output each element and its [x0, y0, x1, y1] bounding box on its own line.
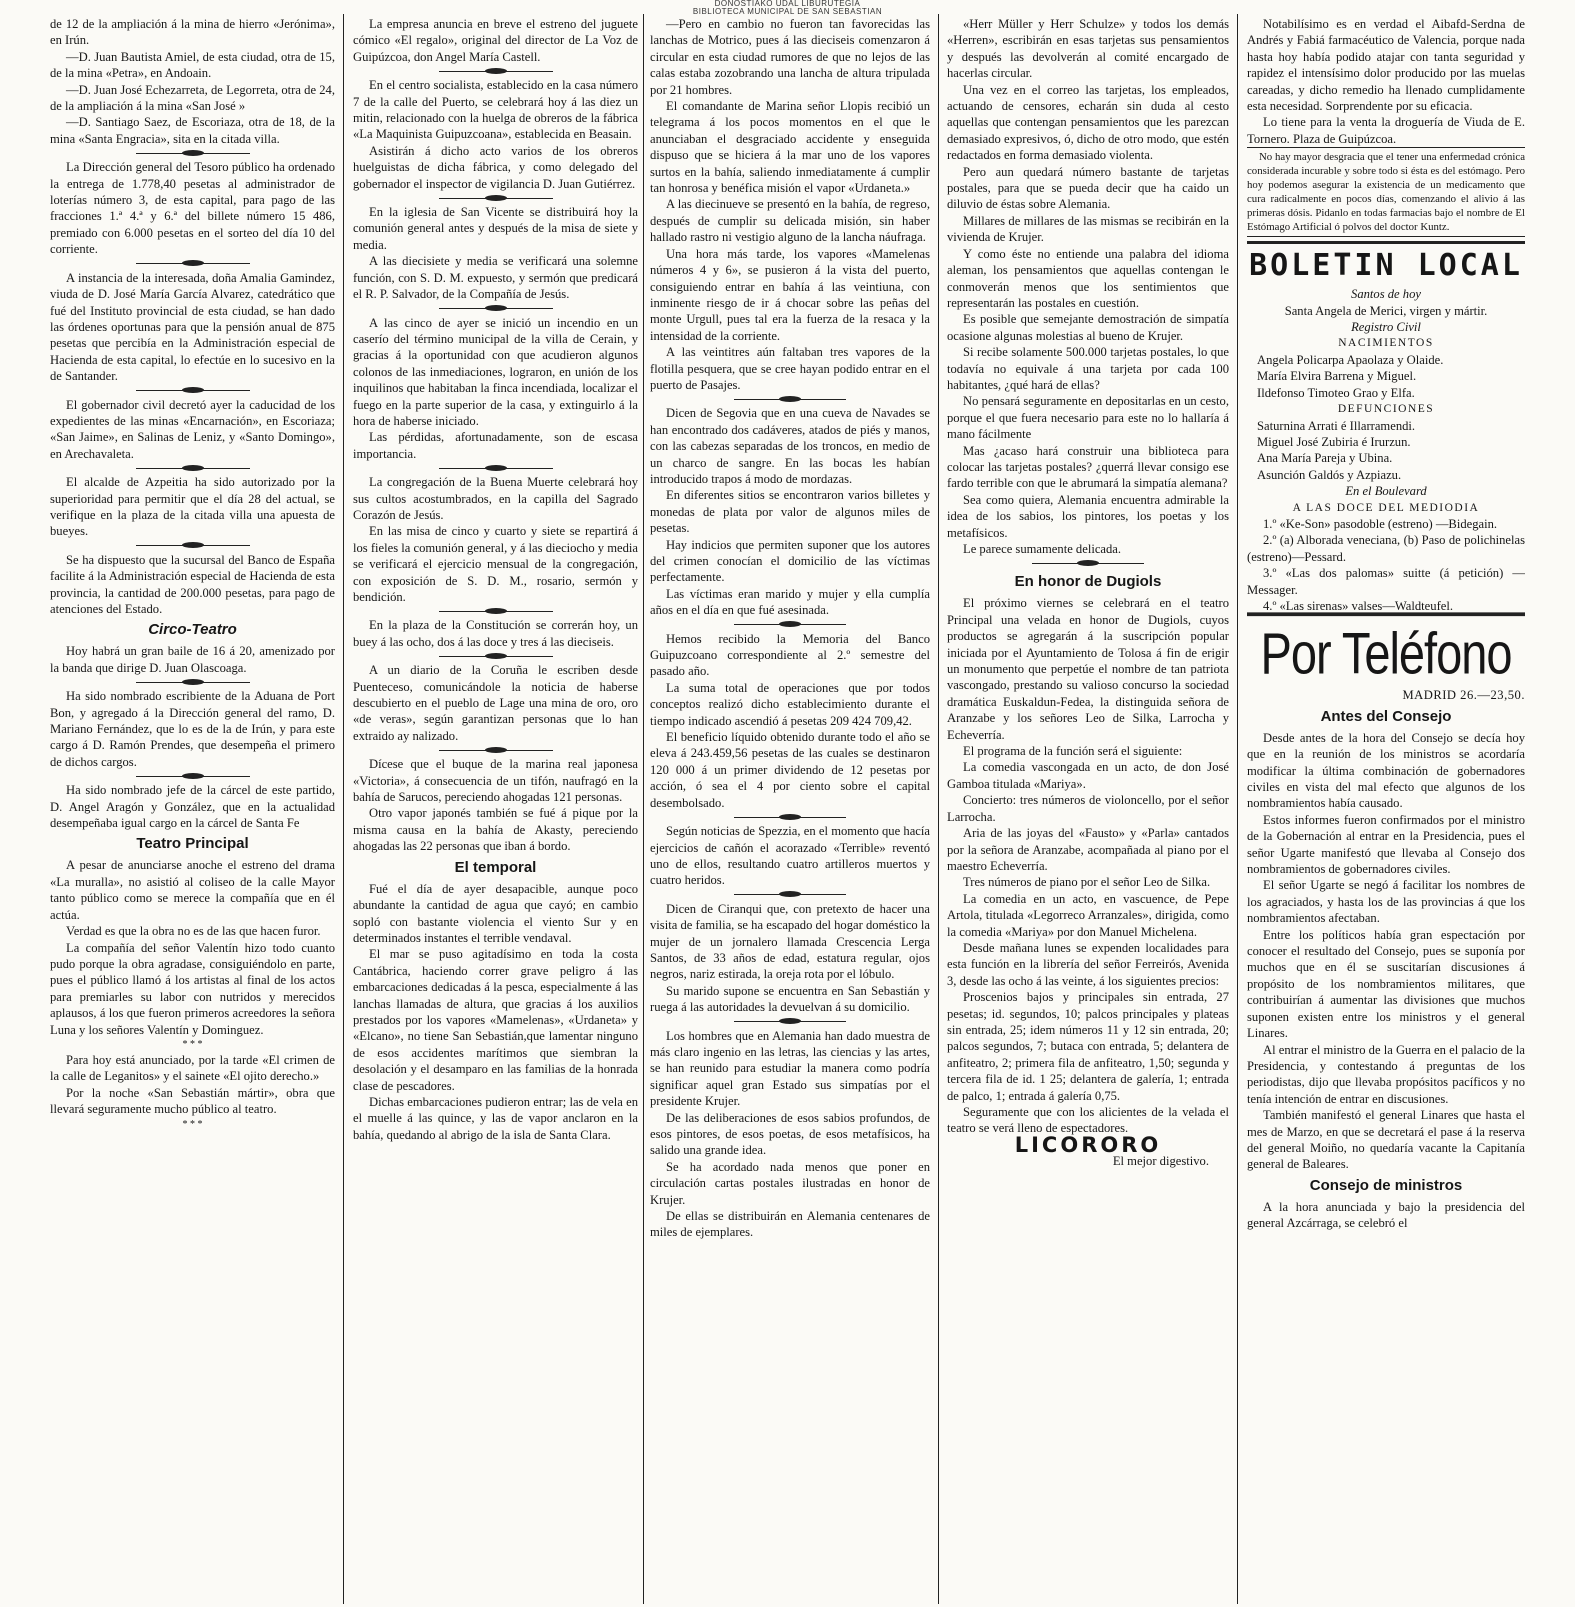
- paragraph: A las diecinueve se presentó en la bahía, de regreso, después de cumplir su delicada misión, sin haber hallado rastro ni vestigio alguno de la lancha náufraga.: [650, 197, 930, 245]
- paragraph: El gobernador civil decretó ayer la caducidad de los expedientes de las minas «Encarnación», en Escoriaza; «San Jaime», en Salinas de Leniz, y «Santo Domingo», en Arechavaleta.: [50, 397, 335, 461]
- paragraph: Pero aun quedará número bastante de tarjetas postales, para que se pueda decir que ha caido un diluvio de éstas sobre Alemania.: [947, 164, 1229, 212]
- separator-ornament: [650, 393, 930, 405]
- separator-ornament: [353, 650, 638, 662]
- paragraph: Una hora más tarde, los vapores «Mamelenas números 4 y 6», se pusieron á la vista del puerto, consiguiendo entrar en bahía á las veintiuna, con inminente riesgo de ir á chocar sobre las peñas del monte Urgull, pues tal era la fuerza de la resaca y la intensidad de la corriente.: [650, 246, 930, 343]
- paragraph: A las diecisiete y media se verificará una solemne función, con S. D. M. expuesto, y sermón que predicará el R. P. Salvador, de la Compañía de Jesús.: [353, 254, 638, 302]
- section-banner: BOLETIN LOCAL: [1247, 241, 1525, 286]
- paragraph: Hemos recibido la Memoria del Banco Guipuzcoano correspondiente al 2.º semestre del pasado año.: [650, 631, 930, 679]
- paragraph: A las cinco de ayer se inició un incendio en un caserío del término municipal de la villa de Cerain, y gracias á la oportunidad con que acudieron algunos colonos de las inmediaciones, lograron, en unión de los inquilinos que habitaban la finca incendiada, localizar el fuego en la parte superior de la casa, y extinguirlo á la hora de haberse iniciado.: [353, 315, 638, 428]
- list-item: Angela Policarpa Apaolaza y Olaide.: [1257, 352, 1444, 367]
- paragraph: Mas ¿acaso hará construir una biblioteca para colocar las tarjetas postales? ¿querrá llevar consigo ese fardo terrible con que le abrumará la simpatía alemana?: [947, 443, 1229, 491]
- section-banner: Por Teléfono: [1247, 613, 1525, 689]
- list-item: Ildefonso Timoteo Grao y Elfa.: [1257, 385, 1415, 400]
- medicine-advertisement: [1247, 147, 1525, 237]
- paragraph: Se ha dispuesto que la sucursal del Banco de España facilite á la Administración especial de Hacienda de esta provincia, la cantidad de 200.000 pesetas, para pago de atenciones del Estado.: [50, 552, 335, 616]
- separator-ornament: [650, 811, 930, 823]
- column-2: [353, 16, 638, 1601]
- paragraph: Le parece sumamente delicada.: [963, 542, 1122, 556]
- separator-ornament: [353, 65, 638, 77]
- section-heading: Antes del Consejo: [1320, 707, 1452, 725]
- paragraph: —D. Juan Bautista Amiel, de esta ciudad, otra de 15, de la mina «Petra», en Andoain.: [50, 49, 335, 81]
- paragraph: La comedia vascongada en un acto, de don José Gamboa titulada «Mariya».: [947, 760, 1229, 791]
- column-rule: [343, 14, 344, 1604]
- archive-header: [0, 0, 1575, 16]
- paragraph: En diferentes sitios se encontraron varios billetes y monedas de plata por valor de algunos miles de pesetas.: [650, 488, 930, 536]
- paragraph: Sea como quiera, Alemania encuentra admirable la idea de los sabios, los pintores, los poetas y los metafísicos.: [947, 492, 1229, 540]
- separator-ornament: [353, 462, 638, 474]
- section-heading: Teatro Principal: [136, 835, 249, 853]
- paragraph: Las pérdidas, afortunadamente, son de escasa importancia.: [353, 430, 638, 461]
- paragraph: Estos informes fueron confirmados por el ministro de la Gobernación al entrar en la Presidencia, pues el señor Ugarte manifestó que llevaba al Consejo dos nombramientos de gobernadores civiles.: [1247, 812, 1525, 877]
- column-1: [50, 16, 335, 1601]
- list-item: 1.º «Ke-Son» pasodoble (estreno) —Bidegain.: [1263, 516, 1498, 531]
- separator-ornament: [50, 258, 335, 270]
- separator-ornament: [50, 676, 335, 688]
- paragraph: Verdad es que la obra no es de las que hacen furor.: [66, 924, 321, 939]
- paragraph: Ha sido nombrado jefe de la cárcel de este partido, D. Angel Aragón y González, que en la actualidad desempeñaba igual cargo en la cárcel de Santa Fe: [50, 783, 335, 831]
- section-heading: El temporal: [454, 858, 537, 876]
- paragraph: Si recibe solamente 500.000 tarjetas postales, lo que todavía no equivale á una tarjeta por cada 100 habitantes, ¿qué hará de ellas?: [947, 345, 1229, 392]
- subheading: DEFUNCIONES: [1337, 403, 1435, 416]
- paragraph: «Herr Müller y Herr Schulze» y todos los demás «Herren», escribirán en esas tarjetas sus pensamientos y después las devolverán al comité encargado de hacerlas circular.: [947, 17, 1229, 81]
- archive-header-line-1: DONOSTIAKO UDAL LIBURUTEGIA: [714, 0, 861, 8]
- subheading: En el Boulevard: [1345, 484, 1427, 499]
- separator-ornament: [353, 744, 638, 756]
- list-item: Saturnina Arrati é Illarramendi.: [1257, 418, 1416, 433]
- paragraph: En las misa de cinco y cuarto y siete se repartirá á los fieles la comunión general, y á las dieciocho y media se verificará el ejercicio mensual de la congregación, con exposición de S. D. M., rosario, sermón y bendición.: [353, 524, 638, 604]
- music-program: [1247, 516, 1525, 614]
- separator-ornament: [947, 557, 1229, 569]
- separator-ornament: [650, 889, 930, 901]
- paragraph: Dícese que el buque de la marina real japonesa «Victoria», á consecuencia de un tifón, naufragó en la bahía de Sarucos, pereciendo ahogadas 121 personas.: [353, 757, 638, 805]
- paragraph: A un diario de la Coruña le escriben desde Puenteceso, comunicándole la noticia de haberse descubierto en el pueblo de Lage una mina de oro, oro «de veras», según garantizan personas que lo han extraido ay nalizado.: [353, 663, 638, 743]
- asterism: * * *: [182, 1118, 203, 1130]
- subheading: A LAS DOCE DEL MEDIODIA: [1292, 501, 1480, 514]
- paragraph: Tres números de piano por el señor Leo de Silka.: [963, 875, 1211, 890]
- paragraph: —D. Santiago Saez, de Escoriaza, otra de 18, de la mina «Santa Engracia», sita en la citada villa.: [50, 115, 335, 146]
- paragraph: Hay indicios que permiten suponer que los autores del crimen conocían el domicilio de las víctimas perfectamente.: [650, 537, 930, 585]
- paragraph: La empresa anuncia en breve el estreno del juguete cómico «El regalo», original del director de La Voz de Guipúzcoa, don Angel María Castell.: [353, 17, 638, 64]
- paragraph: Proscenios bajos y principales sin entrada, 27 pesetas; id. segundos, 10; palcos principales y plateas sin entrada, 25; idem números 11 y 12 sin entrada, 20; palcos segundos, 7; butaca con entrada, 5; delantera de anfiteatro, 2; primera fila de anfiteatro, 1,50; segunda y tercera fila de id. 1 25; delantera de galería, 1; entrada de palco, 1; entrada á galería 0,75.: [947, 990, 1229, 1103]
- paragraph: A instancia de la interesada, doña Amalia Gamindez, viuda de D. José María García Alvarez, catedrático que fué del Instituto provincial de esta ciudad, se han dado las órdenes oportunas para que la pensión anual de 875 pesetas que percibía en la Administración especial de Hacienda de esta capital, lo efectúe en lo sucesivo en la de Santander.: [50, 270, 335, 384]
- paragraph: Fué el día de ayer desapacible, aunque poco abundante la cantidad de agua que cayó; en cambio sopló con bastante violencia el viento Sur y en determinados instantes el terrible vendaval.: [353, 881, 638, 945]
- paragraph: Al entrar el ministro de la Guerra en el palacio de la Presidencia, y contestando á preguntas de los periodistas, dijo que llevaba propósitos pacíficos y no tenía intención de entrar en discusiones.: [1247, 1042, 1525, 1106]
- column-rule: [938, 14, 939, 1604]
- paragraph: También manifestó el general Linares que hasta el mes de Marzo, en que se decretará el pase á la reserva del general Moiño, no quedaría vacante la Capitanía general de Baleares.: [1247, 1108, 1525, 1172]
- paragraph: La compañía del señor Valentín hizo todo cuanto pudo porque la obra agradase, consiguiéndolo en parte, pues el público llamó á los artistas al final de los actos para premiarles su labor con nutridos y merecidos aplausos, á los que fueron primeros acreedores la señora Luna y los señores Valentín y Dominguez.: [50, 940, 335, 1037]
- paragraph: El comandante de Marina señor Llopis recibió un telegrama á los pocos momentos en el que le anunciaban el desgraciado accidente y enseguida dispuso que se hiciera á la mar uno de los vapores surtos en la bahía, saliendo inmediatamente á cumplir tan honrosa y benéfica misión el vapor «Urdaneta.»: [650, 99, 930, 196]
- paragraph: De las deliberaciones de esos sabios profundos, de esos pintores, de esos poetas, de esos metafísicos, ha salido una grande idea.: [650, 1110, 930, 1158]
- paragraph: La Dirección general del Tesoro público ha ordenado la entrega de 1.778,40 pesetas al administrador de loterías número 3, de esta capital, para pago de las fracciones 1.ª 4.ª y 6.ª del billete número 15 486, premiado con 6.000 pesetas en el sorteo del día 10 del corriente.: [50, 160, 335, 257]
- paragraph: A pesar de anunciarse anoche el estreno del drama «La muralla», no asistió al coliseo de la calle Mayor tanto público como se merece la compañía que en él actúa.: [50, 858, 335, 922]
- death-list: [1247, 418, 1525, 484]
- paragraph: En la iglesia de San Vicente se distribuirá hoy la comunión general antes y después de la misa de siete y media.: [353, 205, 638, 252]
- separator-ornament: [50, 147, 335, 159]
- paragraph: Seguramente que con los alicientes de la velada el teatro se verá lleno de espectadores.: [947, 1105, 1229, 1136]
- column-rule: [643, 14, 644, 1604]
- list-item: María Elvira Barrena y Miguel.: [1257, 369, 1417, 384]
- paragraph: La comedia en un acto, en vascuence, de Pepe Artola, titulada «Legorreco Arranzales», dirigida, como la comedia «Mariya» por don Manuel Michelena.: [947, 891, 1229, 939]
- paragraph: El beneficio líquido obtenido durante todo el año se eleva á 243.459,56 pesetas de las cuales se destinaron 120 000 á un primer dividendo de 12 pesetas por acción, ó sea el 4 por ciento sobre el capital desembolsado.: [650, 730, 930, 810]
- section-heading: En honor de Dugiols: [1014, 573, 1162, 591]
- column-4: [947, 16, 1229, 1601]
- paragraph: Se ha acordado nada menos que poner en circulación cartas postales ilustradas en honor de Krujer.: [650, 1159, 930, 1207]
- ad-brand-name: LICORORO: [1014, 1132, 1162, 1157]
- list-item: Asunción Galdós y Azpiazu.: [1257, 467, 1402, 482]
- paragraph: En el centro socialista, establecido en la casa número 7 de la calle del Puerto, se celebrará hoy á las diez un mitin, relacionado con la huelga de obreros de la fábrica «La Maquinista Guipuzcoana», establecida en Beasain.: [353, 78, 638, 142]
- paragraph: Lo tiene para la venta la droguería de Viuda de E. Tornero. Plaza de Guipúzcoa.: [1247, 115, 1525, 146]
- liqueur-advertisement: [947, 1132, 1229, 1170]
- paragraph: Concierto: tres números de violoncello, por el señor Larrocha.: [947, 793, 1229, 824]
- paragraph: En la plaza de la Constitución se correrán hoy, un buey á las ocho, dos á las doce y tres á las dieciseis.: [353, 618, 638, 649]
- separator-ornament: [50, 770, 335, 782]
- separator-ornament: [650, 1016, 930, 1028]
- paragraph: La congregación de la Buena Muerte celebrará hoy sus cultos acostumbrados, en la capilla del Sagrado Corazón de Jesús.: [353, 475, 638, 522]
- separator-ornament: [650, 619, 930, 631]
- paragraph: Dicen de Ciranqui que, con pretexto de hacer una visita de familia, se ha escapado del hogar doméstico la mujer de un jornalero llamada Crescencia Lerga Santos, de 33 años de edad, estatura regular, ojos negros, nariz estirada, la oreja rota por el lóbulo.: [650, 901, 930, 982]
- subheading: NACIMIENTOS: [1338, 337, 1434, 350]
- paragraph: El programa de la función será el siguiente:: [963, 744, 1183, 759]
- paragraph: Hoy habrá un gran baile de 16 á 20, amenizado por la banda que dirige D. Juan Olascoaga.: [50, 644, 335, 675]
- list-item: 4.º «Las sirenas» valses—Waldteufel.: [1263, 598, 1453, 613]
- paragraph: El señor Ugarte se negó á facilitar los nombres de los agraciados, y hasta los de las provincias á que los nombramientos afectaban.: [1247, 878, 1525, 926]
- paragraph: Ha sido nombrado escribiente de la Aduana de Port Bon, y agregado á la Dirección general del ramo, D. Mariano Fernández, que lo es de la de Irún, y para este cargo á D. Ramón Prendes, que desempeña el primero de dichos cargos.: [50, 689, 335, 769]
- list-item: Ana María Pareja y Ubina.: [1257, 451, 1393, 466]
- paragraph: Notabilísimo es en verdad el Aibafd-Serdna de Andrés y Fabiá farmacéutico de Valencia, porque nada hasta hoy había podido atajar con tanta seguridad y rapidez el intensísimo dolor producido por las muelas careadas, y dicho remedio ha llenado cumplidamente esta necesidad. Sorprendente por su eficacia.: [1247, 17, 1525, 114]
- paragraph: De ellas se distribuirán en Alemania centenares de miles de ejemplares.: [650, 1209, 930, 1240]
- paragraph: Las víctimas eran marido y mujer y ella cumplía años en el día en que fué asesinada.: [650, 586, 930, 618]
- section-heading: Circo-Teatro: [148, 621, 237, 639]
- paragraph: —Pero en cambio no fueron tan favorecidas las lanchas de Motrico, pues á las dieciseis comenzaron á circular en esta ciudad rumores de que no lejos de las calas estaba zozobrando una lancha de altura tripulada por 21 hombres.: [650, 17, 930, 97]
- separator-ornament: [353, 605, 638, 617]
- dateline: MADRID 26.—23,50.: [1402, 688, 1525, 703]
- subheading: Santos de hoy: [1351, 287, 1421, 302]
- birth-list: [1247, 352, 1525, 401]
- paragraph: La suma total de operaciones que por todos conceptos realizó dicho establecimiento durante el tiempo indicado ascendió á pesetas 209 424 709,42.: [650, 680, 930, 728]
- paragraph: No pensará seguramente en depositarlas en un cesto, porque el que fuera necesario para este no lo hallaría á mano fácilmente: [947, 394, 1229, 442]
- separator-ornament: [50, 540, 335, 552]
- paragraph: Según noticias de Spezzia, en el momento que hacía ejercicios de cañón el acorazado «Terrible» reventó uno de ellos, resultando cuatro artilleros muertos y cuatro heridos.: [650, 824, 930, 888]
- paragraph: Por la noche «San Sebastián mártir», obra que llevará seguramente mucho público al teatro.: [50, 1085, 335, 1117]
- paragraph: Aria de las joyas del «Fausto» y «Parla» cantados por la señora de Aranzabe, acompañada al piano por el maestro Echeverría.: [947, 826, 1229, 873]
- paragraph: Para hoy está anunciado, por la tarde «El crimen de la calle de Leganitos» y el sainete «El ojito derecho.»: [50, 1052, 335, 1084]
- paragraph: Los hombres que en Alemania han dado muestra de más claro ingenio en las letras, las ciencias y las artes, se han reunido para estudiar la manera como podría significar aquel gran Estado sus simpatías por el presidente Krujer.: [650, 1028, 930, 1109]
- column-5: [1247, 16, 1525, 1601]
- paragraph: Una vez en el correo las tarjetas, los empleados, actuando de censores, echarán sin duda al cesto aquellas que contengan pensamientos que les parezcan demasiado expresivos, ó, dicho de otro modo, que estén redactados en forma demasiado violenta.: [947, 82, 1229, 163]
- paragraph: Y como éste no entiende una palabra del idioma aleman, los pensamientos que aquellas contengan le conmoverán menos que los sentimientos que representarán las postales en cuestión.: [947, 246, 1229, 310]
- paragraph: de 12 de la ampliación á la mina de hierro «Jerónima», en Irún.: [50, 17, 335, 48]
- paragraph: —D. Juan José Echezarreta, de Legorreta, otra de 24, de la ampliación á la mina «San José »: [50, 82, 335, 114]
- list-item: Miguel José Zubiria é Irurzun.: [1257, 434, 1411, 449]
- asterism: * * *: [182, 1038, 203, 1050]
- paragraph: Dichas embarcaciones pudieron entrar; las de vela en el muelle á las quince, y las de vapor anclaron en la bahía, quedando al abrigo de la isla de Santa Clara.: [353, 1094, 638, 1142]
- paragraph: Desde mañana lunes se expenden localidades para esta función en la librería del señor Ferreirós, Avenida 3, desde las ocho á las veinte, á los siguientes precios:: [947, 940, 1229, 988]
- paragraph: Otro vapor japonés también se fué á pique por la misma causa en la bahía de Akasty, pereciendo ahogadas las 22 personas que iban á bordo.: [353, 806, 638, 854]
- paragraph: Santa Angela de Merici, virgen y mártir.: [1284, 303, 1488, 318]
- paragraph: Millares de millares de las mismas se recibirán en la vivienda de Krujer.: [947, 213, 1229, 245]
- paragraph: Es posible que semejante demostración de simpatía ocasione algunas molestias al bueno de Krujer.: [947, 312, 1229, 343]
- section-heading: Consejo de ministros: [1309, 1176, 1463, 1194]
- ad-tagline: El mejor digestivo.: [1112, 1154, 1209, 1169]
- subheading: Registro Civil: [1351, 320, 1421, 335]
- separator-ornament: [50, 462, 335, 474]
- column-rule: [1237, 14, 1238, 1604]
- separator-ornament: [50, 385, 335, 397]
- paragraph: El alcalde de Azpeitia ha sido autorizado por la superioridad para permitir que el día 28 del actual, se verifique en la plaza de la citada villa una apuesta de bueyes.: [50, 475, 335, 539]
- paragraph: Dicen de Segovia que en una cueva de Navades se han encontrado dos cadáveres, atados de piés y manos, con las cabezas separadas de los troncos, en medio de un charco de sangre. En las bocas les habían introducido trapos á modo de mordazas.: [650, 406, 930, 486]
- column-3: [650, 16, 930, 1601]
- paragraph: A las veintitres aún faltaban tres vapores de la flotilla pesquera, que se cree hayan podido entrar en el puerto de Pasajes.: [650, 345, 930, 392]
- paragraph: El mar se puso agitadísimo en toda la costa Cantábrica, haciendo correr grave peligro á las embarcaciones dedicadas á la pesca, especialmente á las lanchas llamadas de altura, que gracias á los auxilios prestados por los vapores «Mamelenas», «Urdaneta» y «Elcano», no tiene San Sebastián,que lamentar ninguno de esos accidentes marítimos que siembran la desolación y el desamparo en las familias de la honrada clase de pescadores.: [353, 947, 638, 1093]
- paragraph: A la hora anunciada y bajo la presidencia del general Azcárraga, se celebró el: [1247, 1199, 1525, 1231]
- paragraph: Entre los políticos había gran espectación por conocer el resultado del Consejo, pues se suponía por muchos que en él se suscitarían discusiones á propósito de los nombramientos militares, que contribuirían á aumentar las divisiones que muchos suponen existen entre los ministros y el general Linares.: [1247, 927, 1525, 1041]
- ad-text: No hay mayor desgracia que el tener una enfermedad crónica considerada incurable y sobre todo si ésta es del estómago. Pero hoy podemos asegurar la existencia de un medicamento que cura radicalmente en pocos días, comenzando el alivio á las primeras dósis. Pidanlo en todas farmacias bajo el nombre de El Estómago Artificial ó polvos del doctor Kuntz.: [1247, 151, 1525, 234]
- separator-ornament: [353, 303, 638, 315]
- separator-ornament: [353, 192, 638, 204]
- paragraph: Asistirán á dicho acto varios de los obreros huelguistas de dicha fábrica, y como delegado del gobernador el inspector de vigilancia D. Juan Gutiérrez.: [353, 143, 638, 191]
- archive-header-line-2: BIBLIOTECA MUNICIPAL DE SAN SEBASTIAN: [692, 7, 883, 16]
- paragraph: El próximo viernes se celebrará en el teatro Principal una velada en honor de Dugiols, cuyos productos se agregarán á la suscripción popular iniciada por el Ayuntamiento de Tolosa á fin de erigir un monumento que perpetúe el nombre de tan patriota vascongado, prestando su valioso concurso la sociedad dramática Euskaldun-Fedea, la distinguida señora de Aranzabe y los señores Leo de Silka, Larrocha y Echeverría.: [947, 596, 1229, 742]
- paragraph: Su marido supone se encuentra en San Sebastián y ruega á las autoridades la devuelvan á su domicilio.: [650, 983, 930, 1015]
- paragraph: Desde antes de la hora del Consejo se decía hoy que en la reunión de los ministros se acordaría modificar la última combinación de gobernadores civiles en vista del mal efecto que algunos de los nombramientos había causado.: [1247, 730, 1525, 811]
- list-item: 3.º «Las dos palomas» suitte (á petición) —Messager.: [1247, 566, 1525, 597]
- list-item: 2.º (a) Alborada veneciana, (b) Paso de polichinelas (estreno)—Pessard.: [1247, 533, 1525, 564]
